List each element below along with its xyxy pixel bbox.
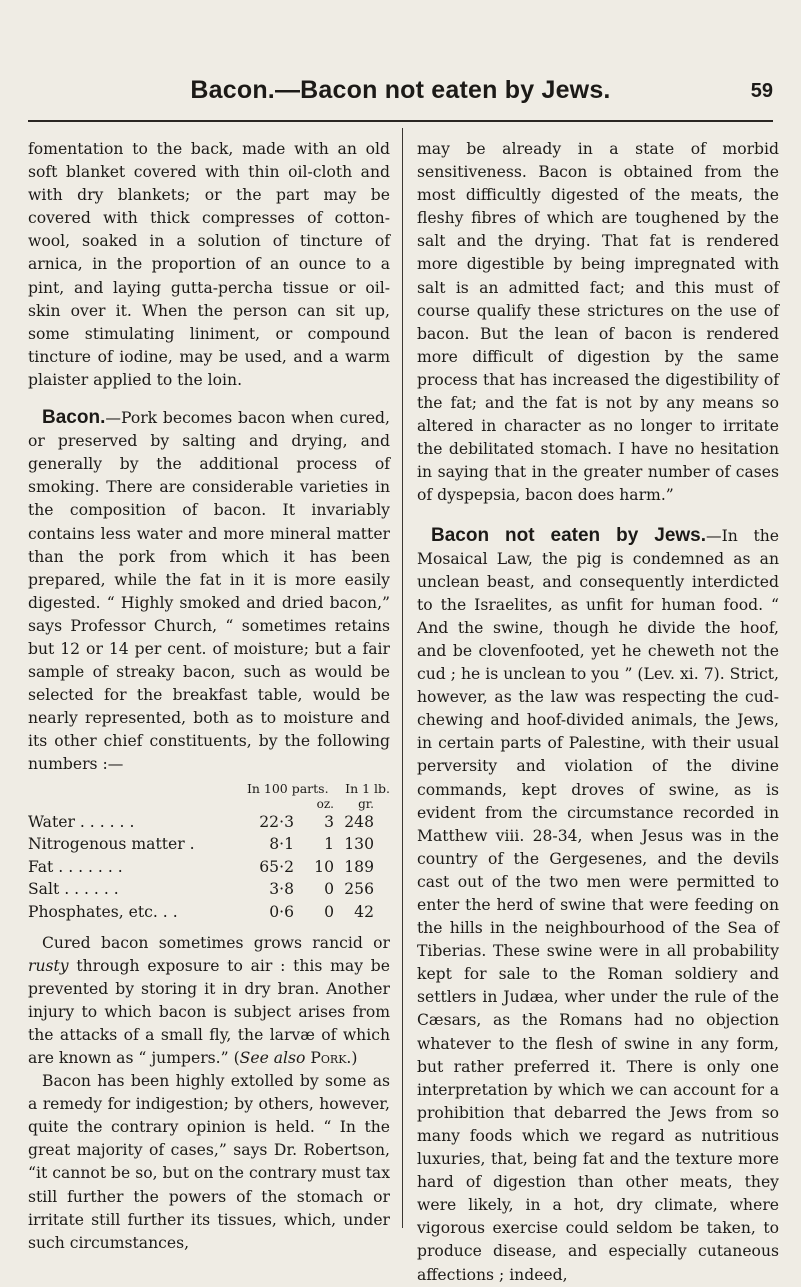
continued-paragraph: may be already in a state of morbid sensitiveness. Bacon is obtained from the most difficultly digested of the meats, the fleshy fibres of which are toughened by the salt and the drying. That fat is rendered more digestible by being impregnated with salt is an admitted fact; and this must of course qualify these strictures on the use of bacon. But the lean of bacon is rendered more difficult of digestion by the same process that has increased the digestibility of the fat; and the fat is not by any means so altered in character as no longer to irritate the debilitated stomach. I have no hesitation in saying that in the greater number of cases of dyspepsia, bacon does harm.” xyxy=(417,140,779,505)
header-oz: oz. xyxy=(316,796,334,811)
bacon-text: —Pork becomes bacon when cured, or preserved by salting and drying, and generally by the additional process of smoking. There are considerable varieties in the composition of bacon. It invariably contains less water and more mineral matter than the pork from which it has been prepared, while the fat in it is more easily digested. “ Highly smoked and dried bacon,” says Professor Church, “ sometimes retains but 12 or 14 per cent. of moisture; but a fair sample of streaky bacon, such as would be selected for the breakfast table, would be nearly represented, both as to moisture and its other chief constituents, by the following numbers :— xyxy=(28,409,390,774)
left-column xyxy=(28,138,390,1253)
table-row: Water . . . . . . 22·3 3 248 xyxy=(28,812,374,831)
jews-text: —In the Mosaical Law, the pig is condemned as an unclean beast, and consequently interdicted to the Israelites, as unfit for human food. “ And the swine, though he divide the hoof, and be clovenfooted, yet he cheweth not the cud ; he is unclean to you ” (Lev. xi. 7). Strict, however, as the law was respecting the cud-chewing and hoof-divided animals, the Jews, in certain parts of Palestine, with their usual perversity and violation of the divine commands, kept droves of swine, as is evident from the circumstance recorded in Matthew viii. 28-34, when Jesus was in the country of the Gergesenes, and the devils cast out of the two men were permitted to enter the herd of swine that were feeding on the hills in the neighbourhood of the Sea of Tiberias. These swine were in all probability kept for sale to the Roman soldiery and settlers in Judæa, wher under the rule of the Cæsars, as the Romans had no objection whatever to the flesh of swine in any form, but rather preferred it. There is only one interpretation by which we can account for a prohibition that debarred the Jews from so many foods which we regard as nutritious luxuries, that, being fat and the texture more hard of digestion than other meats, they were likely, in a hot, dry climate, where vigorous exercise could seldom be taken, to produce disease, and especially cutaneous affections ; indeed, xyxy=(417,526,779,1284)
column-divider xyxy=(402,128,403,1228)
header-lb: In 1 lb. xyxy=(345,780,390,796)
fomentation-paragraph: fomentation to the back, made with an old soft blanket covered with thin oil-cloth and with dry blankets; or the part may be covered with thick compresses of cotton-wool, soaked in a solution of tincture of arnica, in the proportion of an ounce to a pint, and laying gutta-percha tissue or oil-skin over it. When the person can sit up, some stimulating liniment, or compound tincture of iodine, may be used, and a warm plaister applied to the loin. xyxy=(28,140,390,389)
header-rule xyxy=(28,120,773,122)
right-column xyxy=(417,138,779,1284)
running-head: Bacon.—Bacon not eaten by Jews. xyxy=(190,76,611,104)
table-row: Phosphates, etc. . . 0·6 0 42 xyxy=(28,902,374,921)
page-number: 59 xyxy=(750,80,773,102)
table-header xyxy=(28,781,390,797)
jews-heading: Bacon not eaten by Jews. xyxy=(431,524,707,546)
jews-entry xyxy=(417,524,779,1287)
table-subheader xyxy=(28,797,390,811)
bacon-heading: Bacon. xyxy=(42,407,106,429)
table-row: Salt . . . . . . 3·8 0 256 xyxy=(28,880,374,899)
table-row: Fat . . . . . . . 65·2 10 189 xyxy=(28,857,374,876)
page-header xyxy=(0,70,801,120)
header-gr: gr. xyxy=(358,796,374,811)
indigestion-paragraph: Bacon has been highly extolled by some as a remedy for indigestion; by others, however, quite the contrary opinion is held. “ In the great majority of cases,” says Dr. Robertson, “it cannot be so, but on the contrary must tax still further the powers of the stomach or irritate still further its tissues, which, under such circumstances, xyxy=(28,1072,390,1252)
table-row: Nitrogenous matter . 8·1 1 130 xyxy=(28,835,374,854)
rusty-italic: rusty xyxy=(28,956,69,975)
composition-table xyxy=(28,781,390,924)
see-also-italic: See also xyxy=(239,1048,306,1067)
header-parts: In 100 parts. xyxy=(246,780,329,796)
cured-bacon-paragraph: Cured bacon sometimes grows rancid or rusty through exposure to air : this may be prevented by storing it in dry bran. Another injury to which bacon is subject arises from the attacks of a small fly, the larvæ of which are known as “ jumpers.” (See also Pork.) xyxy=(28,933,390,1067)
pork-cross-reference: Pork. xyxy=(310,1048,352,1067)
bacon-entry xyxy=(28,406,390,777)
